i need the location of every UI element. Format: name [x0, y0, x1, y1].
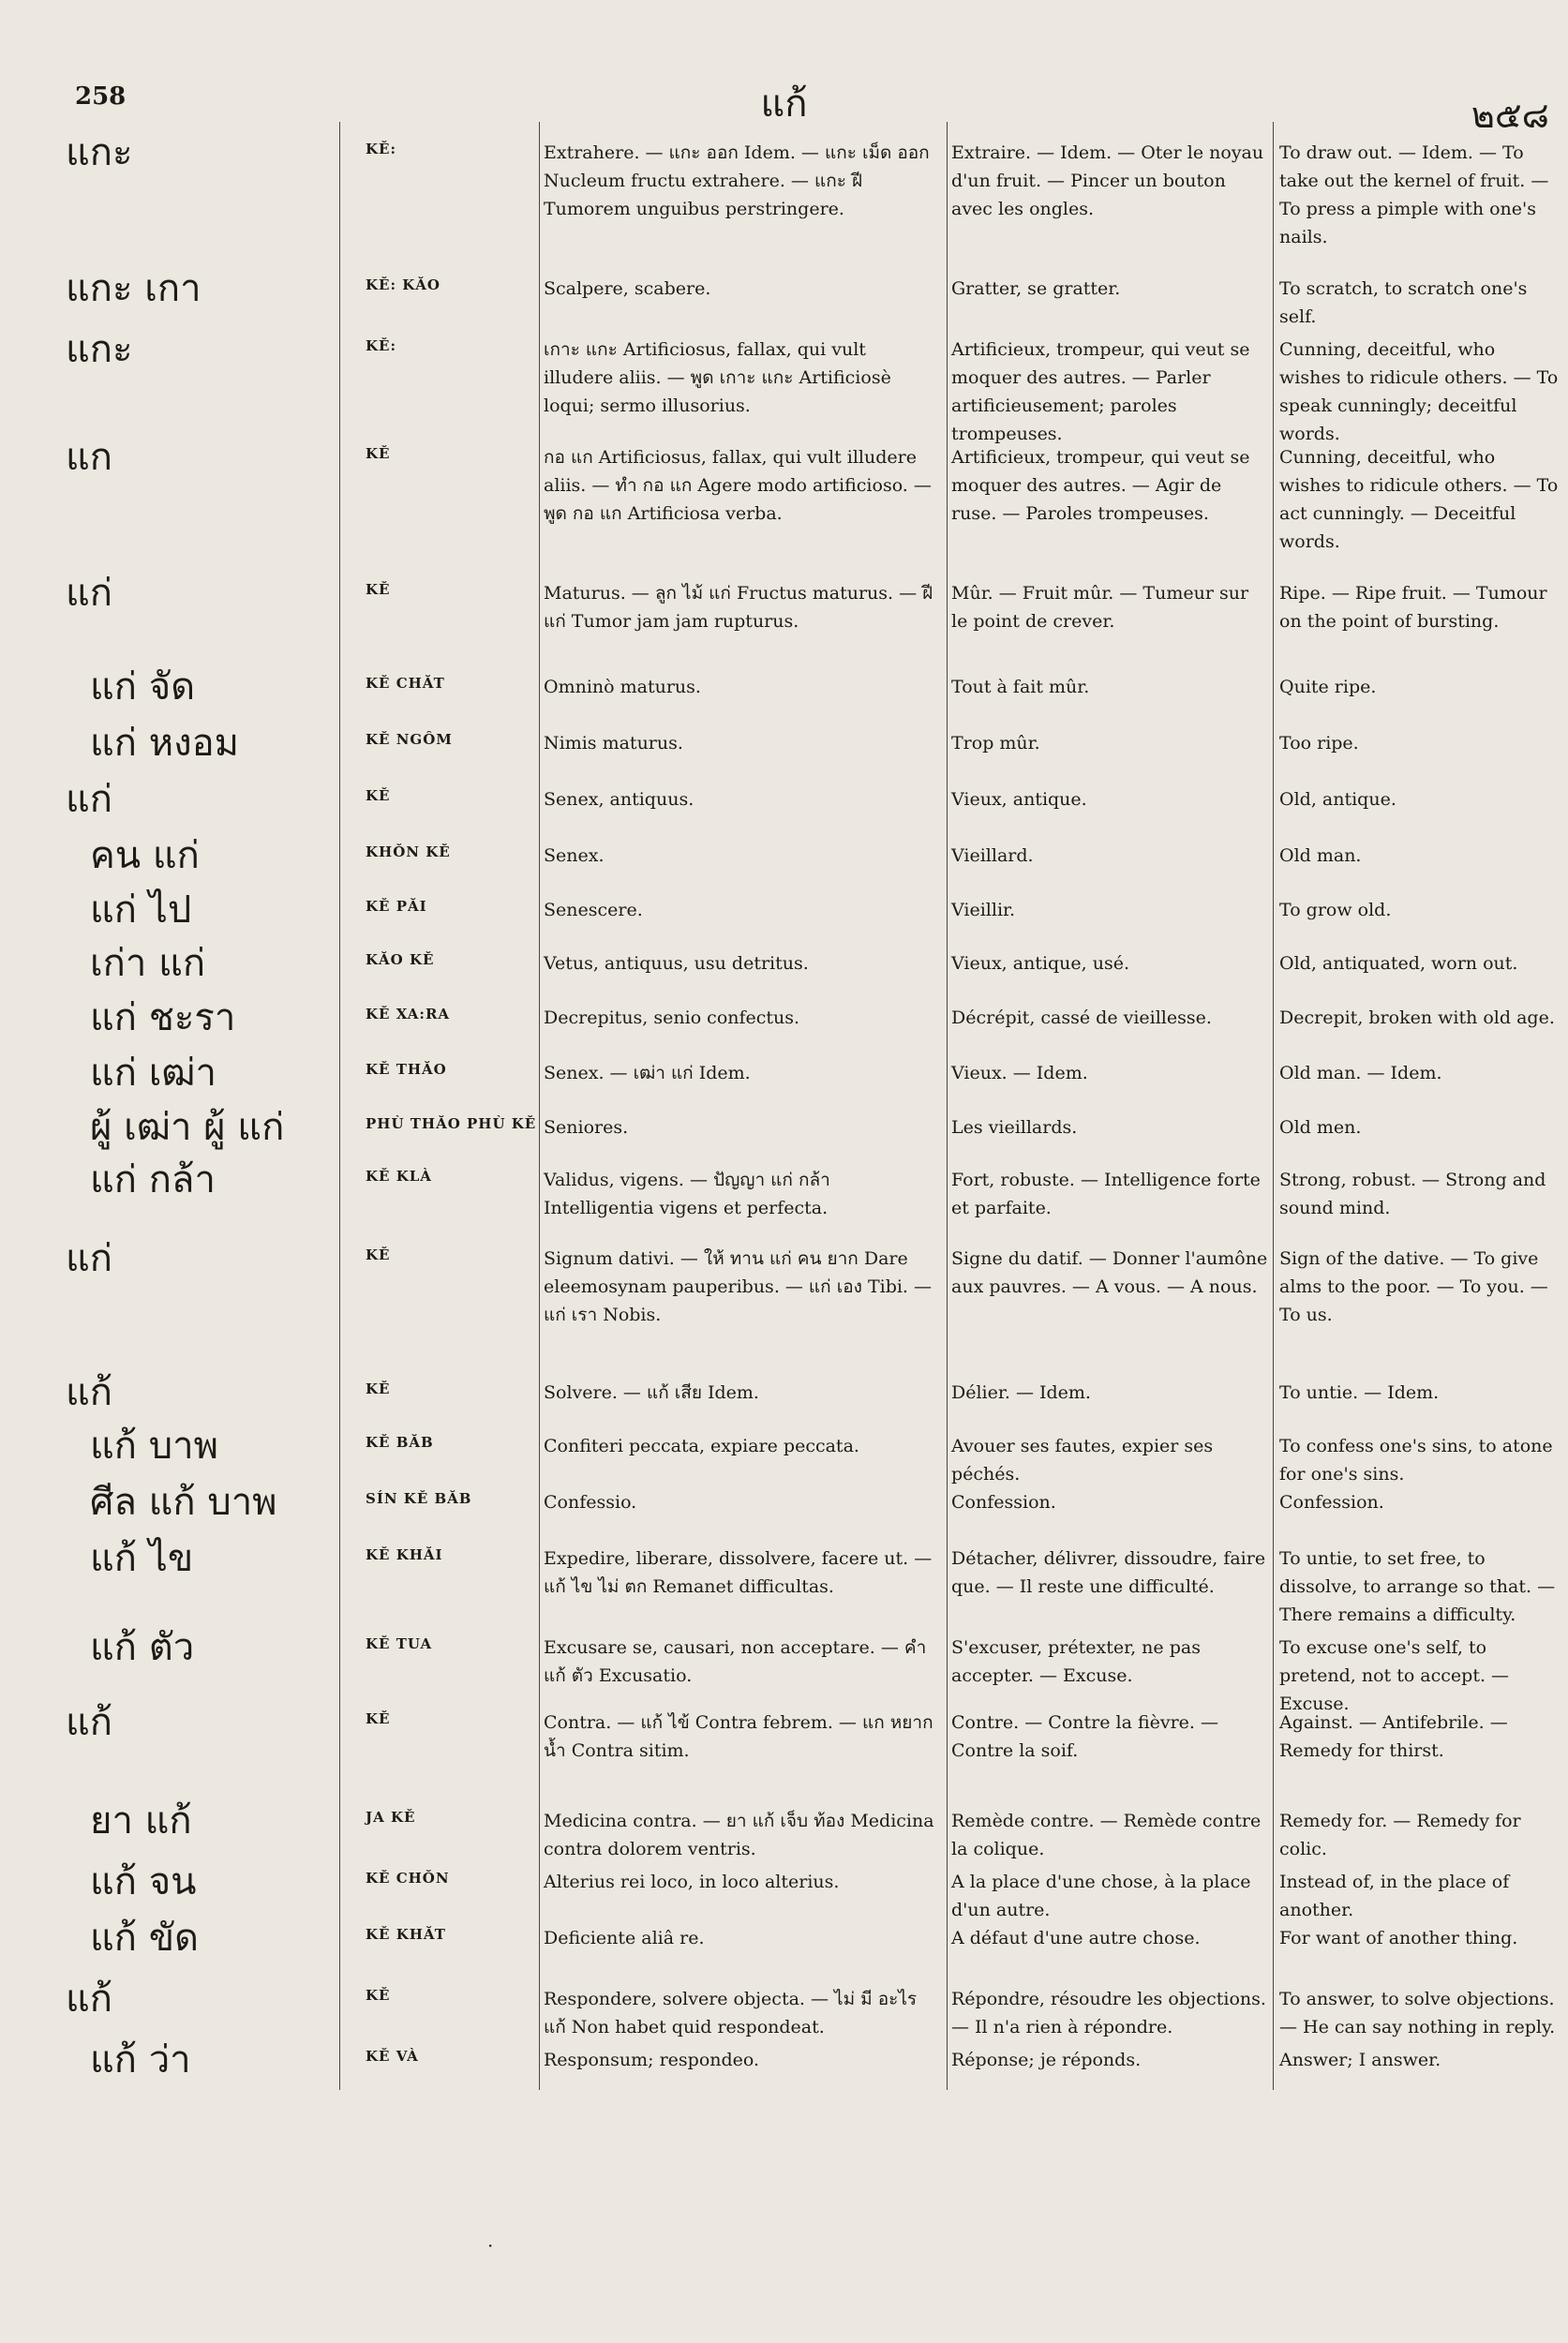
entry-french: Vieux, antique.	[951, 789, 1087, 810]
entry-french: A défaut d'une autre chose.	[951, 1928, 1201, 1948]
entry-headword: แก้ จน	[90, 1860, 197, 1903]
entry-romanization: KĔ	[366, 581, 391, 598]
entry-romanization: KĔ XA:RA	[366, 1006, 451, 1022]
entry-latin: Validus, vigens. — ปัญญา แก่ กล้า Intelligentia vigens et perfecta.	[544, 1170, 830, 1218]
entry-headword: เก่า แก่	[90, 942, 206, 985]
entry-latin: Maturus. — ลูก ไม้ แก่ Fructus maturus. — ฝี แก่ Tumor jam jam rupturus.	[544, 583, 933, 632]
entry-headword: ยา แก้	[90, 1799, 192, 1843]
entry-latin: Senescere.	[544, 900, 643, 920]
entry-romanization: KĔ	[366, 1987, 391, 2004]
entry-headword: แก่ เฒ่า	[90, 1052, 217, 1095]
entry-english: To confess one's sins, to atone for one's sins.	[1279, 1436, 1553, 1485]
page-title: แก้	[760, 82, 808, 126]
entry-english: Old, antiquated, worn out.	[1279, 953, 1518, 974]
entry-latin: Medicina contra. — ยา แก้ เจ็บ ท้อง Medicina contra dolorem ventris.	[544, 1811, 934, 1859]
entry-french: Mûr. — Fruit mûr. — Tumeur sur le point de crever.	[951, 583, 1249, 632]
entry-french: Remède contre. — Remède contre la colique.	[951, 1811, 1262, 1859]
entry-latin: Omninò maturus.	[544, 677, 701, 697]
entry-latin: Extrahere. — แกะ ออก Idem. — แกะ เม็ด ออก Nucleum fructu extrahere. — แกะ ฝี Tumorem unguibus perstringere.	[544, 142, 930, 219]
entry-english: To excuse one's self, to pretend, not to accept. — Excuse.	[1279, 1637, 1510, 1714]
page-mark: ·	[487, 2234, 494, 2257]
entry-latin: Scalpere, scabere.	[544, 278, 711, 299]
entry-english: To grow old.	[1279, 900, 1392, 920]
entry-english: For want of another thing.	[1279, 1928, 1518, 1948]
entry-french: Artificieux, trompeur, qui veut se moquer des autres. — Parler artificieusement; paroles trompeuses.	[951, 339, 1250, 444]
entry-romanization: JA KĔ	[366, 1809, 416, 1826]
entry-french: Vieux. — Idem.	[951, 1063, 1088, 1083]
entry-headword: แก้ ว่า	[90, 2038, 191, 2082]
entry-headword: แก้ ตัว	[90, 1626, 195, 1669]
entry-headword: แก่ กล้า	[90, 1158, 216, 1201]
entry-latin: เกาะ แกะ Artificiosus, fallax, qui vult illudere aliis. — พูด เกาะ แกะ Artificiosè loqui; sermo illusorius.	[544, 339, 891, 416]
entry-romanization: KĔ	[366, 787, 391, 804]
entry-english: Decrepit, broken with old age.	[1279, 1007, 1555, 1028]
entry-french: Vieux, antique, usé.	[951, 953, 1130, 974]
entry-french: Les vieillards.	[951, 1117, 1078, 1138]
entry-english: Against. — Antifebrile. — Remedy for thirst.	[1279, 1712, 1508, 1761]
entry-french: S'excuser, prétexter, ne pas accepter. — Excuse.	[951, 1637, 1201, 1686]
entry-romanization: KĔ TUA	[366, 1635, 433, 1652]
entry-latin: Signum dativi. — ให้ ทาน แก่ คน ยาก Dare eleemosynam pauperibus. — แก่ เอง Tibi. — แก่ เรา Nobis.	[544, 1248, 933, 1325]
entry-headword: แก้ ไข	[90, 1537, 194, 1580]
entry-headword: แก้	[66, 1371, 112, 1414]
entry-latin: Deficiente aliâ re.	[544, 1928, 705, 1948]
entry-romanization: KĔ CHĂT	[366, 675, 445, 692]
entry-latin: Alterius rei loco, in loco alterius.	[544, 1872, 840, 1892]
entry-headword: คน แก่	[90, 834, 200, 877]
entry-romanization: KĔ:	[366, 141, 397, 157]
entry-english: To answer, to solve objections. — He can say nothing in reply.	[1279, 1989, 1556, 2037]
page-number: 258	[75, 82, 127, 111]
entry-latin: Seniores.	[544, 1117, 629, 1138]
entry-english: Answer; I answer.	[1279, 2050, 1441, 2070]
entry-english: To untie. — Idem.	[1279, 1382, 1440, 1403]
entry-romanization: KĔ NGÔM	[366, 731, 453, 748]
entry-romanization: KĔ:	[366, 337, 397, 354]
entry-headword: แก่ ชะรา	[90, 996, 236, 1039]
column-rule	[539, 122, 540, 2090]
entry-english: Old man. — Idem.	[1279, 1063, 1442, 1083]
entry-english: Quite ripe.	[1279, 677, 1377, 697]
entry-headword: แก่	[66, 1237, 112, 1280]
entry-french: Extraire. — Idem. — Oter le noyau d'un fruit. — Pincer un bouton avec les ongles.	[951, 142, 1264, 219]
entry-headword: ศีล แก้ บาพ	[90, 1481, 277, 1524]
thai-page-number: ๒๕๘	[1471, 95, 1549, 136]
column-rule	[339, 122, 340, 2090]
entry-latin: Confiteri peccata, expiare peccata.	[544, 1436, 859, 1456]
entry-romanization: KĔ	[366, 1246, 391, 1263]
entry-headword: แก้	[66, 1701, 112, 1744]
entry-french: Tout à fait mûr.	[951, 677, 1090, 697]
entry-french: Trop mûr.	[951, 733, 1040, 754]
entry-english: Ripe. — Ripe fruit. — Tumour on the point of bursting.	[1279, 583, 1547, 632]
entry-english: Instead of, in the place of another.	[1279, 1872, 1510, 1920]
entry-headword: แกะ	[66, 131, 133, 174]
entry-french: Avouer ses fautes, expier ses péchés.	[951, 1436, 1214, 1485]
entry-romanization: KĔ BĂB	[366, 1434, 434, 1451]
entry-romanization: KĔ THĂO	[366, 1061, 447, 1078]
entry-headword: แก่	[66, 778, 112, 821]
entry-english: Too ripe.	[1279, 733, 1359, 754]
entry-english: Cunning, deceitful, who wishes to ridicule others. — To act cunningly. — Deceitful words.	[1279, 447, 1559, 552]
entry-latin: Nimis maturus.	[544, 733, 683, 754]
entry-english: To untie, to set free, to dissolve, to arrange so that. — There remains a difficulty.	[1279, 1548, 1556, 1625]
entry-romanization: KĔ PĂI	[366, 898, 427, 915]
entry-romanization: KĔ CHŎN	[366, 1870, 450, 1887]
entry-headword: แก่ จัด	[90, 665, 196, 709]
entry-romanization: PHÙ THĂO PHÙ KĔ	[366, 1115, 537, 1132]
entry-english: Strong, robust. — Strong and sound mind.	[1279, 1170, 1546, 1218]
entry-french: Gratter, se gratter.	[951, 278, 1121, 299]
entry-headword: แก้	[66, 1977, 112, 2021]
entry-english: Cunning, deceitful, who wishes to ridicule others. — To speak cunningly; deceitful words.	[1279, 339, 1559, 444]
entry-english: Sign of the dative. — To give alms to the poor. — To you. — To us.	[1279, 1248, 1548, 1325]
entry-latin: กอ แก Artificiosus, fallax, qui vult illudere aliis. — ทำ กอ แก Agere modo artificioso. — พูด กอ แก Artificiosa verba.	[544, 447, 932, 524]
entry-french: Détacher, délivrer, dissoudre, faire que. — Il reste une difficulté.	[951, 1548, 1266, 1597]
entry-latin: Senex. — เฒ่า แก่ Idem.	[544, 1063, 751, 1083]
entry-french: Réponse; je réponds.	[951, 2050, 1142, 2070]
entry-headword: แก้ ขัด	[90, 1917, 200, 1960]
entry-english: To scratch, to scratch one's self.	[1279, 278, 1528, 327]
entry-french: Fort, robuste. — Intelligence forte et parfaite.	[951, 1170, 1261, 1218]
entry-french: Répondre, résoudre les objections. — Il n'a rien à répondre.	[951, 1989, 1266, 2037]
entry-romanization: KĔ	[366, 445, 391, 462]
entry-headword: แก่	[66, 572, 112, 615]
entry-french: Décrépit, cassé de vieillesse.	[951, 1007, 1212, 1028]
entry-romanization: KĂO KĔ	[366, 951, 435, 968]
entry-headword: แกะ เกา	[66, 267, 202, 310]
entry-english: Old man.	[1279, 845, 1362, 866]
entry-english: To draw out. — Idem. — To take out the kernel of fruit. — To press a pimple with one's nails.	[1279, 142, 1549, 247]
entry-latin: Excusare se, causari, non acceptare. — คำ แก้ ตัว Excusatio.	[544, 1637, 927, 1686]
entry-headword: แก	[66, 436, 112, 479]
entry-romanization: KHŎN KĔ	[366, 843, 451, 860]
entry-latin: Senex.	[544, 845, 605, 866]
entry-latin: Decrepitus, senio confectus.	[544, 1007, 800, 1028]
entry-french: Confession.	[951, 1492, 1056, 1513]
entry-latin: Contra. — แก้ ไข้ Contra febrem. — แก หยาก น้ำ Contra sitim.	[544, 1712, 933, 1761]
entry-headword: แก่ ไป	[90, 888, 192, 932]
entry-headword: ผู้ เฒ่า ผู้ แก่	[90, 1106, 285, 1149]
entry-latin: Vetus, antiquus, usu detritus.	[544, 953, 809, 974]
entry-headword: แก้ บาพ	[90, 1425, 218, 1468]
entry-english: Confession.	[1279, 1492, 1384, 1513]
entry-romanization: KĔ: KĂO	[366, 276, 441, 293]
entry-latin: Senex, antiquus.	[544, 789, 694, 810]
entry-french: Artificieux, trompeur, qui veut se moquer des autres. — Agir de ruse. — Paroles trompeuses.	[951, 447, 1250, 524]
entry-latin: Confessio.	[544, 1492, 637, 1513]
entry-romanization: KĔ KHĂT	[366, 1926, 446, 1943]
entry-romanization: KĔ KHĂI	[366, 1546, 443, 1563]
entry-romanization: SÍN KĔ BĂB	[366, 1490, 472, 1507]
entry-french: Contre. — Contre la fièvre. — Contre la soif.	[951, 1712, 1219, 1761]
entry-french: Vieillard.	[951, 845, 1034, 866]
entry-french: Signe du datif. — Donner l'aumône aux pauvres. — A vous. — A nous.	[951, 1248, 1268, 1297]
column-rule	[1273, 122, 1274, 2090]
entry-latin: Respondere, solvere objecta. — ไม่ มี อะไร แก้ Non habet quid respondeat.	[544, 1989, 918, 2037]
entry-romanization: KĔ	[366, 1710, 391, 1727]
entry-latin: Expedire, liberare, dissolvere, facere ut. — แก้ ไข ไม่ ตก Remanet difficultas.	[544, 1548, 933, 1597]
column-rule	[947, 122, 948, 2090]
entry-romanization: KĔ VÀ	[366, 2048, 419, 2065]
entry-english: Remedy for. — Remedy for colic.	[1279, 1811, 1521, 1859]
entry-romanization: KĔ KLÀ	[366, 1168, 432, 1185]
entry-english: Old, antique.	[1279, 789, 1396, 810]
entry-latin: Solvere. — แก้ เสีย Idem.	[544, 1382, 759, 1403]
entry-english: Old men.	[1279, 1117, 1362, 1138]
entry-latin: Responsum; respondeo.	[544, 2050, 760, 2070]
entry-french: Vieillir.	[951, 900, 1016, 920]
entry-romanization: KĔ	[366, 1380, 391, 1397]
entry-french: A la place d'une chose, à la place d'un autre.	[951, 1872, 1251, 1920]
entry-headword: แกะ	[66, 328, 133, 371]
entry-headword: แก่ หงอม	[90, 722, 240, 765]
entry-french: Délier. — Idem.	[951, 1382, 1091, 1403]
